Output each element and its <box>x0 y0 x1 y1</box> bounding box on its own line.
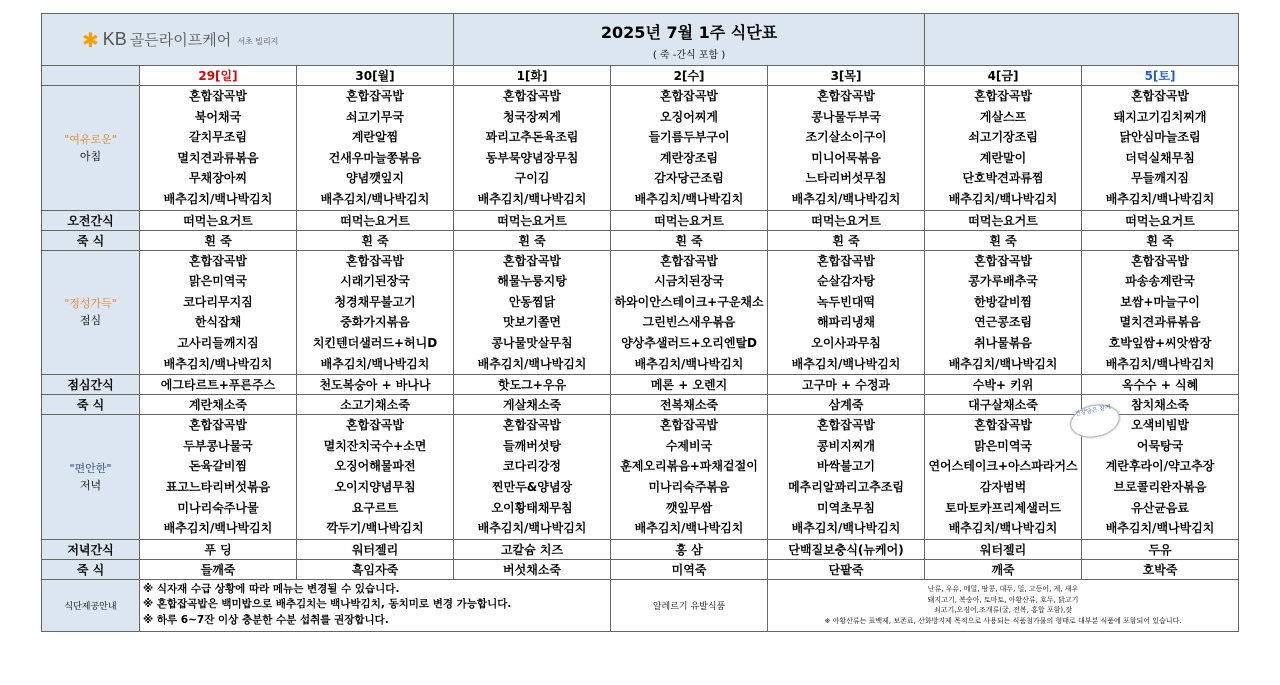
porridge-item: 대구살채소죽 <box>925 395 1082 415</box>
snack-item: 떠먹는요거트 <box>454 210 611 230</box>
lunch-snack-label: 점심간식 <box>42 375 140 395</box>
menu-item: 혼합잡곡밥 <box>660 253 719 268</box>
menu-item: 파송송계란국 <box>1125 274 1195 289</box>
menu-item: 혼합잡곡밥 <box>974 89 1033 103</box>
porridge-item: 단팥죽 <box>768 559 925 579</box>
breakfast-menu <box>611 86 768 211</box>
menu-item: 코다리강정 <box>503 459 562 474</box>
menu-item: 혼합잡곡밥 <box>503 89 562 103</box>
menu-item: 혼합잡곡밥 <box>346 89 404 103</box>
menu-item: 북어채국 <box>194 109 242 124</box>
breakfast-menu <box>768 86 925 211</box>
menu-item: 혼합잡곡밥 <box>346 253 404 268</box>
menu-item: 수제비국 <box>665 438 713 453</box>
day-header: 29[일] <box>140 66 297 86</box>
menu-item: 브로콜리완자볶음 <box>1113 479 1207 494</box>
menu-item: 배추김치/백나박김치 <box>320 191 430 206</box>
menu-item: 느타리버섯무침 <box>805 171 887 186</box>
menu-table <box>41 13 1239 632</box>
dinner-quote: "편안한" <box>69 461 112 475</box>
page-subtitle: ( 죽 -간식 포함 ) <box>652 50 726 61</box>
lunch-menu <box>768 250 925 375</box>
dinner-menu <box>140 415 297 540</box>
day-header: 1[화] <box>454 66 611 86</box>
menu-item: 배추김치/백나박김치 <box>948 521 1058 536</box>
breakfast-label <box>42 86 140 211</box>
menu-item: 혼합잡곡밥 <box>503 418 562 433</box>
menu-item: 호박잎쌈+씨앗쌈장 <box>1108 335 1212 350</box>
menu-item: 배추김치/백나박김치 <box>163 356 273 371</box>
breakfast-menu <box>1082 86 1239 211</box>
porridge-item: 흰 죽 <box>140 230 297 250</box>
menu-item: 그린빈스새우볶음 <box>642 315 736 330</box>
menu-item: 어묵탕국 <box>1136 438 1184 453</box>
title-cell <box>454 14 925 66</box>
menu-item: 양상추샐러드+오리엔탈D <box>621 335 757 350</box>
menu-item: 구이김 <box>514 171 550 186</box>
menu-item: 고사리들깨지짐 <box>177 335 259 350</box>
menu-item: 닭안심마늘조림 <box>1119 130 1201 145</box>
menu-item: 배추김치/백나박김치 <box>477 521 587 536</box>
snack-item: 떠먹는요거트 <box>140 210 297 230</box>
snack-item: 푸 딩 <box>140 539 297 559</box>
porridge-item: 들깨죽 <box>140 559 297 579</box>
kb-star-icon: ✱ <box>82 27 99 52</box>
menu-item: 양념깻잎지 <box>346 171 404 186</box>
menu-item: 해물누룽지탕 <box>497 274 567 289</box>
menu-item: 돈육갈비찜 <box>189 459 247 474</box>
dinner-row <box>42 415 1239 540</box>
snack-item: 단백질보충식(뉴케어) <box>768 539 925 559</box>
snack-item: 떠먹는요거트 <box>611 210 768 230</box>
allergy-line: 쇠고기,오징어,조개류(굴, 전복, 홍합 포함),잣 <box>933 606 1073 615</box>
menu-item: 혼합잡곡밥 <box>1131 253 1190 268</box>
menu-item: 계란말이 <box>979 150 1027 165</box>
dinner-label <box>42 415 140 540</box>
menu-item: 순살감자탕 <box>817 274 876 289</box>
menu-item: 오징어찌게 <box>660 109 719 124</box>
porridge-item: 흰 죽 <box>1082 230 1239 250</box>
menu-item: 무들깨지짐 <box>1131 171 1190 186</box>
breakfast-quote: "여유로운" <box>64 132 117 146</box>
menu-item: 동부묵양념장무침 <box>485 150 579 165</box>
menu-item: 들기름두부구이 <box>648 130 730 145</box>
snack-item: 천도복숭아 + 바나나 <box>297 375 454 395</box>
lunch-name: 점심 <box>79 314 102 328</box>
menu-item: 갈치무조림 <box>189 130 247 145</box>
menu-item: 바싹불고기 <box>817 459 876 474</box>
morning-snack-row <box>42 210 1239 230</box>
porridge-item: 게살채소죽 <box>454 395 611 415</box>
menu-item: 배추김치/백나박김치 <box>477 191 587 206</box>
menu-item: 맛보기쫄면 <box>503 315 562 330</box>
menu-item: 혼합잡곡밥 <box>189 253 247 268</box>
porridge-item: 버섯채소죽 <box>454 559 611 579</box>
footer-notes <box>140 579 611 631</box>
menu-item: 중화가지볶음 <box>340 315 410 330</box>
porridge-item: 소고기채소죽 <box>297 395 454 415</box>
menu-item: 맑은미역국 <box>974 438 1033 453</box>
menu-item: 취나물볶음 <box>974 335 1033 350</box>
menu-item: 멸치견과류볶음 <box>1119 315 1201 330</box>
evening-snack-row <box>42 539 1239 559</box>
menu-item: 한방갈비찜 <box>974 294 1033 309</box>
footer-note: ※ 식자재 수급 상황에 따라 메뉴는 변경될 수 있습니다. <box>143 582 400 595</box>
snack-item: 워터젤리 <box>925 539 1082 559</box>
dinner-menu <box>297 415 454 540</box>
menu-item: 오이황태채무침 <box>491 500 573 515</box>
menu-item: 배추김치/백나박김치 <box>791 521 901 536</box>
allergy-line: 돼지고기, 복숭아, 토마토, 아황산류, 호두, 닭고기 <box>927 595 1079 604</box>
menu-item: 배추김치/백나박김치 <box>634 521 744 536</box>
menu-item: 요구르트 <box>351 500 399 515</box>
menu-item: 깍두기/백나박김치 <box>326 521 424 536</box>
menu-item: 미나리숙주나물 <box>177 500 259 515</box>
snack-item: 떠먹는요거트 <box>297 210 454 230</box>
menu-item: 쇠고기무국 <box>346 109 404 124</box>
porridge-row-2 <box>42 395 1239 415</box>
menu-item: 미역초무침 <box>817 500 876 515</box>
footer-note: ※ 하루 6~7잔 이상 충분한 수분 섭취를 권장합니다. <box>143 613 389 626</box>
porridge-item: 계란채소죽 <box>140 395 297 415</box>
menu-item: 미니어묵볶음 <box>811 150 881 165</box>
allergy-label: 알레르기 유발식품 <box>611 579 768 631</box>
menu-item: 치킨텐더샐러드+허니D <box>312 335 438 350</box>
lunch-row <box>42 250 1239 375</box>
porridge-item: 미역죽 <box>611 559 768 579</box>
page-title: 2025년 7월 1주 식단표 <box>600 23 778 42</box>
porridge-label: 죽 식 <box>42 395 140 415</box>
footer-note: ※ 혼합잡곡밥은 백미밥으로 배추김치는 백나박김치, 동치미로 변경 가능합니다. <box>143 598 512 611</box>
menu-item: 유산균음료 <box>1131 500 1190 515</box>
dinner-menu <box>454 415 611 540</box>
menu-item: 멸치잔치국수+소면 <box>323 438 427 453</box>
menu-item: 꽈리고추돈육조림 <box>485 130 579 145</box>
breakfast-menu <box>925 86 1082 211</box>
dinner-menu <box>611 415 768 540</box>
brand-kb: KB <box>102 29 127 49</box>
menu-item: 배추김치/백나박김치 <box>1105 191 1215 206</box>
dinner-menu <box>768 415 925 540</box>
title-right-cell <box>925 14 1239 66</box>
menu-item: 배추김치/백나박김치 <box>634 191 744 206</box>
menu-item: 콩나물두부국 <box>811 109 881 124</box>
menu-item: 배추김치/백나박김치 <box>163 521 273 536</box>
menu-item: 메추리알꽈리고추조림 <box>788 479 904 494</box>
porridge-item: 흑임자죽 <box>297 559 454 579</box>
menu-item: 쇠고기장조림 <box>968 130 1038 145</box>
menu-item: 오징어해물파전 <box>334 459 416 474</box>
dinner-name: 저녁 <box>79 478 102 492</box>
snack-item: 워터젤리 <box>297 539 454 559</box>
menu-item: 계란장조림 <box>660 150 719 165</box>
menu-item: 계란알찜 <box>351 130 399 145</box>
menu-item: 배추김치/백나박김치 <box>320 356 430 371</box>
porridge-row-1 <box>42 230 1239 250</box>
menu-item: 배추김치/백나박김치 <box>948 191 1058 206</box>
porridge-item: 참치채소죽 <box>1082 395 1239 415</box>
porridge-label: 죽 식 <box>42 559 140 579</box>
menu-item: 찐만두&양념장 <box>492 479 573 494</box>
health-stamp: 건강담은 참께 <box>1067 400 1123 442</box>
menu-item: 표고느타리버섯볶음 <box>165 479 271 494</box>
dinner-menu <box>925 415 1082 540</box>
menu-item: 청경채무불고기 <box>334 294 416 309</box>
menu-item: 배추김치/백나박김치 <box>791 356 901 371</box>
snack-item: 메론 + 오렌지 <box>611 375 768 395</box>
menu-item: 혼합잡곡밥 <box>817 89 876 103</box>
day-header: 2[수] <box>611 66 768 86</box>
menu-item: 혼합잡곡밥 <box>660 89 719 103</box>
menu-item: 혼합잡곡밥 <box>817 253 876 268</box>
footer-label: 식단제공안내 <box>42 579 140 631</box>
menu-item: 오이지양념무침 <box>334 479 416 494</box>
menu-item: 혼합잡곡밥 <box>974 418 1033 433</box>
allergy-info <box>768 579 1239 631</box>
menu-item: 혼합잡곡밥 <box>817 418 876 433</box>
allergy-line: ※ 아황산류는 표백제, 보존료, 산화방지제 목적으로 사용되는 식품첨가물의 형태로 대부분 식품에 포함되어 있습니다. <box>824 616 1182 625</box>
day-header: 30[월] <box>297 66 454 86</box>
breakfast-menu <box>454 86 611 211</box>
menu-item: 안동찜닭 <box>508 294 556 309</box>
breakfast-menu <box>297 86 454 211</box>
menu-item: 게살스프 <box>979 109 1027 124</box>
menu-item: 해파리냉채 <box>817 315 876 330</box>
snack-item: 떠먹는요거트 <box>768 210 925 230</box>
brand-name: 골든라이프케어 <box>129 31 232 49</box>
menu-item: 혼합잡곡밥 <box>189 89 247 103</box>
menu-item: 깻잎무쌈 <box>665 500 713 515</box>
snack-item: 옥수수 + 식혜 <box>1082 375 1239 395</box>
menu-item: 혼합잡곡밥 <box>974 253 1033 268</box>
menu-item: 청국장찌게 <box>503 109 562 124</box>
menu-item: 무채장아찌 <box>189 171 247 186</box>
menu-item: 계란후라이/약고추장 <box>1105 459 1215 474</box>
day-header: 4[금] <box>925 66 1082 86</box>
porridge-item: 흰 죽 <box>611 230 768 250</box>
menu-item: 배추김치/백나박김치 <box>634 356 744 371</box>
brand-sub: 서초 빌리지 <box>237 37 279 46</box>
porridge-item: 흰 죽 <box>297 230 454 250</box>
evening-snack-label: 저녁간식 <box>42 539 140 559</box>
menu-item: 연어스테이크+아스파라거스 <box>928 459 1078 474</box>
menu-item: 연근콩조림 <box>974 315 1033 330</box>
lunch-menu <box>1082 250 1239 375</box>
lunch-menu <box>140 250 297 375</box>
lunch-snack-row <box>42 375 1239 395</box>
menu-item: 조기살소이구이 <box>805 130 887 145</box>
menu-item: 돼지고기김치찌개 <box>1113 109 1207 124</box>
menu-item: 콩나물맛살무침 <box>491 335 573 350</box>
menu-item: 콩비지찌개 <box>817 438 876 453</box>
porridge-item: 흰 죽 <box>454 230 611 250</box>
porridge-item: 깨죽 <box>925 559 1082 579</box>
menu-item: 혼합잡곡밥 <box>660 418 719 433</box>
lunch-menu <box>925 250 1082 375</box>
logo-cell <box>42 14 454 66</box>
lunch-quote: "정성가득" <box>64 297 117 311</box>
menu-item: 혼합잡곡밥 <box>189 418 247 433</box>
snack-item: 홍 삼 <box>611 539 768 559</box>
snack-item: 에그타르트+푸른주스 <box>140 375 297 395</box>
porridge-item: 전복채소죽 <box>611 395 768 415</box>
menu-sheet <box>41 13 1238 632</box>
menu-item: 배추김치/백나박김치 <box>1105 356 1215 371</box>
porridge-item: 호박죽 <box>1082 559 1239 579</box>
menu-item: 감자당근조림 <box>654 171 724 186</box>
menu-item: 미나리숙주볶음 <box>648 479 730 494</box>
menu-item: 오색비빔밥 <box>1131 418 1190 433</box>
breakfast-menu <box>140 86 297 211</box>
menu-item: 하와이안스테이크+구운채소 <box>614 294 764 309</box>
menu-item: 멸치견과류볶음 <box>177 150 259 165</box>
porridge-label: 죽 식 <box>42 230 140 250</box>
breakfast-row <box>42 86 1239 211</box>
footer-row <box>42 579 1239 631</box>
snack-item: 두유 <box>1082 539 1239 559</box>
porridge-item: 흰 죽 <box>768 230 925 250</box>
menu-item: 배추김치/백나박김치 <box>1105 521 1215 536</box>
menu-item: 혼합잡곡밥 <box>1131 89 1190 103</box>
lunch-menu <box>611 250 768 375</box>
porridge-row-3 <box>42 559 1239 579</box>
menu-item: 맑은미역국 <box>189 274 247 289</box>
snack-item: 수박+ 키위 <box>925 375 1082 395</box>
morning-snack-label: 오전간식 <box>42 210 140 230</box>
menu-item: 토마토카프리제샐러드 <box>945 500 1061 515</box>
menu-item: 혼합잡곡밥 <box>503 253 562 268</box>
menu-item: 콩가루배추국 <box>968 274 1038 289</box>
menu-item: 배추김치/백나박김치 <box>477 356 587 371</box>
porridge-item: 삼계죽 <box>768 395 925 415</box>
snack-item: 핫도그+우유 <box>454 375 611 395</box>
menu-item: 배추김치/백나박김치 <box>948 356 1058 371</box>
menu-item: 한식잡채 <box>194 315 242 330</box>
menu-item: 보쌈+마늘구이 <box>1120 294 1200 309</box>
menu-item: 녹두빈대떡 <box>817 294 876 309</box>
menu-item: 두부콩나물국 <box>183 438 253 453</box>
day-header: 5[토] <box>1082 66 1239 86</box>
menu-item: 더덕실채무침 <box>1125 150 1195 165</box>
lunch-menu <box>454 250 611 375</box>
menu-item: 훈제오리볶음+파채겉절이 <box>620 459 758 474</box>
menu-item: 건새우마늘쫑볶음 <box>328 150 422 165</box>
menu-item: 배추김치/백나박김치 <box>163 191 273 206</box>
allergy-line: 난류, 우유, 메밀, 땅콩, 대두, 밀, 고등어, 게, 새우 <box>927 585 1079 594</box>
menu-item: 감자범벅 <box>979 479 1027 494</box>
menu-item: 배추김치/백나박김치 <box>791 191 901 206</box>
snack-item: 고구마 + 수정과 <box>768 375 925 395</box>
menu-item: 코다리무지짐 <box>183 294 253 309</box>
menu-item: 오이사과무침 <box>811 335 881 350</box>
day-header: 3[목] <box>768 66 925 86</box>
snack-item: 고칼슘 치즈 <box>454 539 611 559</box>
corner-cell <box>42 66 140 86</box>
porridge-item: 흰 죽 <box>925 230 1082 250</box>
lunch-label <box>42 250 140 375</box>
menu-item: 혼합잡곡밥 <box>346 418 404 433</box>
lunch-menu <box>297 250 454 375</box>
menu-item: 들깨버섯탕 <box>503 438 562 453</box>
snack-item: 떠먹는요거트 <box>925 210 1082 230</box>
menu-item: 단호박견과류찜 <box>962 171 1044 186</box>
snack-item: 떠먹는요거트 <box>1082 210 1239 230</box>
breakfast-name: 아침 <box>79 149 102 163</box>
menu-item: 시금치된장국 <box>654 274 724 289</box>
menu-item: 시래기된장국 <box>340 274 410 289</box>
